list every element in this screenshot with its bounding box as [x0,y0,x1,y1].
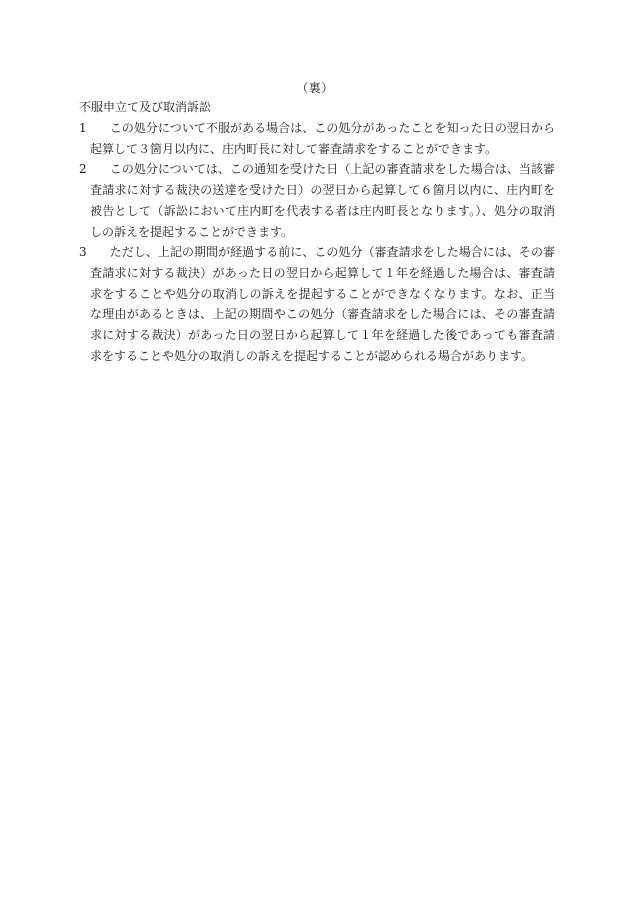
item-text: この処分について不服がある場合は、この処分があったことを知った日の翌日から起算して３箇月以内に、庄内町長に対して審査請求をすることができます。 [90,121,555,156]
item-text: ただし、上記の期間が経過する前に、この処分（審査請求をした場合には、その審査請求に対する裁決）があった日の翌日から起算して１年を経過した場合は、審査請求をすることや処分の取消しの訴えを提起することができなくなります。なお、正当な理由があるときは、上記の期間やこの処分（審査請求をした場合には、その審査請求に対する裁決）があった日の翌日から起算して１年を経過した後であっても審査請求をすることや処分の取消しの訴えを提起することが認められる場合があります。 [90,245,555,363]
section-heading: 不服申立て及び取消訴訟 [79,100,212,114]
item-number: 2 [79,162,87,177]
page-side-label: （裏） [296,81,334,95]
notice-item-2 [79,159,555,242]
notice-item-3 [79,242,555,366]
notice-item-list [79,118,555,366]
item-number: 3 [79,245,87,260]
notice-item-1 [79,118,555,159]
item-number: 1 [79,121,87,135]
item-text: この処分については、この通知を受けた日（上記の審査請求をした場合は、当該審査請求に対する裁決の送達を受けた日）の翌日から起算して６箇月以内に、庄内町を被告として（訴訟において庄内町を代表する者は庄内町長となります。）、処分の取消しの訴えを提起することができます。 [90,162,555,239]
